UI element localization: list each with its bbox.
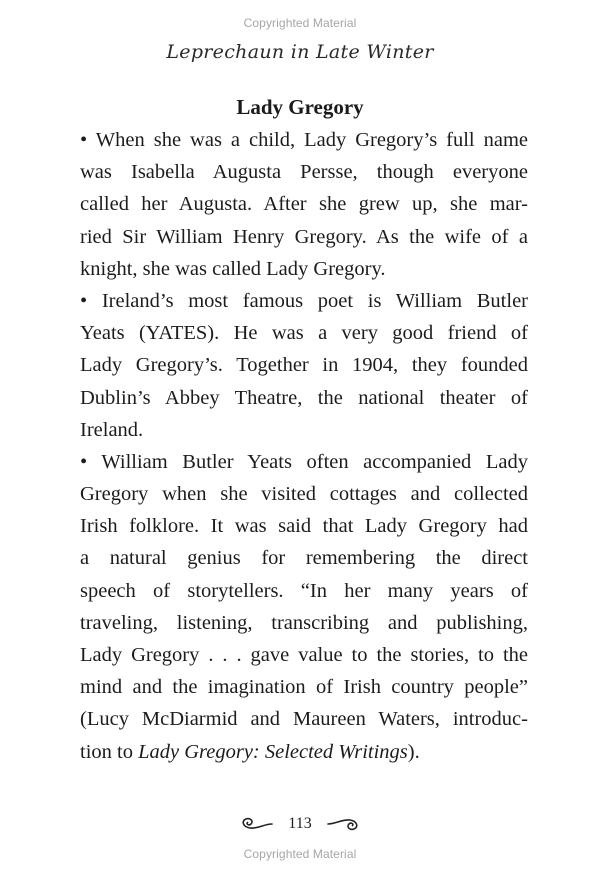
text-line: mind and the imagination of Irish country people” — [80, 676, 528, 699]
text-line: speech of storytellers. “In her many years of — [80, 579, 528, 602]
text-line: (Lucy McDiarmid and Maureen Waters, introduc- — [80, 708, 528, 731]
book-title: Lady Gregory: Selected Writings — [138, 740, 408, 763]
text-line: • William Butler Yeats often accompanied Lady — [80, 450, 528, 473]
text-line: ried Sir William Henry Gregory. As the wife of a — [80, 225, 528, 248]
left-swirl-ornament-icon — [238, 815, 274, 833]
text-line: knight, she was called Lady Gregory. — [80, 257, 386, 280]
text-line: traveling, listening, transcribing and publishing, — [80, 611, 528, 634]
text-line: Gregory when she visited cottages and collected — [80, 483, 528, 506]
right-swirl-ornament-icon — [326, 815, 362, 833]
page-footer — [0, 815, 600, 833]
text-line: • When she was a child, Lady Gregory’s full name — [80, 129, 528, 151]
section-title: Lady Gregory — [236, 95, 364, 119]
text-line: Lady Gregory . . . gave value to the stories, to the — [80, 644, 528, 666]
copyright-watermark-top: Copyrighted Material — [243, 16, 357, 30]
text-line: a natural genius for remembering the direct — [80, 547, 528, 570]
text-line: called her Augusta. After she grew up, she mar- — [80, 193, 528, 216]
text-line: Lady Gregory’s. Together in 1904, they founded — [80, 354, 528, 377]
paragraph-1 — [80, 124, 528, 285]
body-text — [80, 124, 528, 768]
text-line: Ireland. — [80, 418, 144, 441]
citation-line — [80, 736, 528, 768]
text-line: • Ireland’s most famous poet is William Butler — [80, 289, 528, 312]
text-line: Irish folklore. It was said that Lady Gregory had — [80, 515, 528, 538]
paragraph-2 — [80, 285, 528, 446]
running-head: Leprechaun in Late Winter — [166, 41, 434, 63]
text-line: Yeats (YATES). He was a very good friend of — [80, 322, 528, 345]
citation-prefix: tion to — [80, 740, 139, 763]
citation-suffix: ). — [407, 740, 420, 763]
page-number: 113 — [288, 815, 312, 832]
text-line: was Isabella Augusta Persse, though everyone — [80, 161, 528, 184]
copyright-watermark-bottom: Copyrighted Material — [243, 847, 357, 861]
text-line: Dublin’s Abbey Theatre, the national theater of — [80, 386, 528, 409]
paragraph-3 — [80, 446, 528, 768]
